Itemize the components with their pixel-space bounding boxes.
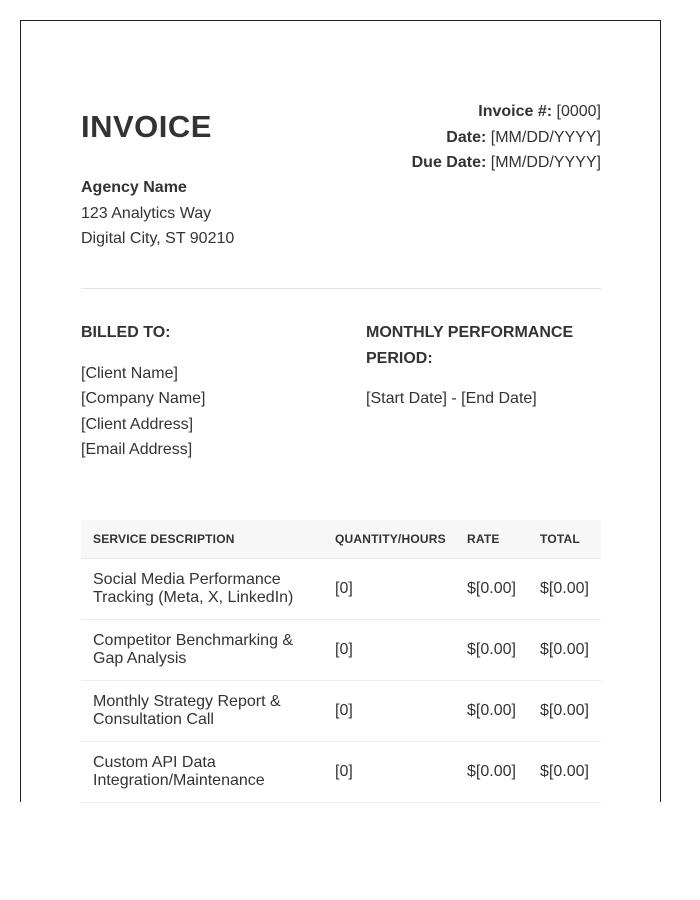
table-header-row xyxy=(81,520,601,559)
invoice-meta xyxy=(412,99,601,176)
row-quantity: [0] xyxy=(323,742,455,803)
row-total: $[0.00] xyxy=(528,559,601,620)
row-total: $[0.00] xyxy=(528,681,601,742)
invoice-date-value: [MM/DD/YYYY] xyxy=(490,128,601,146)
invoice-date-line xyxy=(412,125,601,151)
header-divider xyxy=(81,288,601,289)
invoice-page xyxy=(20,20,661,802)
agency-street: 123 Analytics Way xyxy=(81,204,212,222)
billed-to-heading: BILLED TO: xyxy=(81,324,171,341)
performance-period-heading: MONTHLY PERFORMANCE PERIOD: xyxy=(366,324,574,367)
row-description: Custom API Data Integration/Maintenance xyxy=(81,742,323,803)
row-description: Competitor Benchmarking & Gap Analysis xyxy=(81,620,323,681)
row-rate: $[0.00] xyxy=(455,742,528,803)
client-email: [Email Address] xyxy=(81,441,193,458)
agency-city: Digital City, ST 90210 xyxy=(81,230,235,247)
agency-block xyxy=(81,175,234,252)
row-quantity: [0] xyxy=(323,681,455,742)
invoice-number-value: [0000] xyxy=(556,103,601,120)
row-description: Monthly Strategy Report & Consultation Call xyxy=(81,681,323,742)
invoice-due-date-label: Due Date: xyxy=(411,154,487,171)
performance-period-range: [Start Date] - [End Date] xyxy=(366,390,537,407)
invoice-date-label: Date: xyxy=(446,128,487,146)
client-address: [Client Address] xyxy=(81,415,194,433)
client-name: [Client Name] xyxy=(81,364,178,382)
table-row xyxy=(81,681,601,742)
agency-name: Agency Name xyxy=(81,179,187,196)
invoice-title: INVOICE xyxy=(81,109,212,144)
row-quantity: [0] xyxy=(323,620,455,681)
invoice-number-label: Invoice #: xyxy=(478,103,553,120)
row-quantity: [0] xyxy=(323,559,455,620)
header-quantity-hours: QUANTITY/HOURS xyxy=(323,520,455,559)
table-row xyxy=(81,742,601,803)
invoice-due-date-value: [MM/DD/YYYY] xyxy=(490,154,601,171)
header-rate: RATE xyxy=(455,520,528,559)
row-description: Social Media Performance Tracking (Meta, X, LinkedIn) xyxy=(81,559,323,620)
table-row xyxy=(81,620,601,681)
performance-period-block xyxy=(366,320,601,412)
header-total: TOTAL xyxy=(528,520,601,559)
billed-to-block xyxy=(81,320,341,463)
invoice-number-line xyxy=(412,99,601,125)
row-rate: $[0.00] xyxy=(455,681,528,742)
services-table xyxy=(81,520,601,803)
row-rate: $[0.00] xyxy=(455,559,528,620)
header-service-description: SERVICE DESCRIPTION xyxy=(81,520,323,559)
invoice-due-date-line xyxy=(412,150,601,176)
row-total: $[0.00] xyxy=(528,620,601,681)
company-name: [Company Name] xyxy=(81,390,206,407)
table-row xyxy=(81,559,601,620)
row-rate: $[0.00] xyxy=(455,620,528,681)
row-total: $[0.00] xyxy=(528,742,601,803)
